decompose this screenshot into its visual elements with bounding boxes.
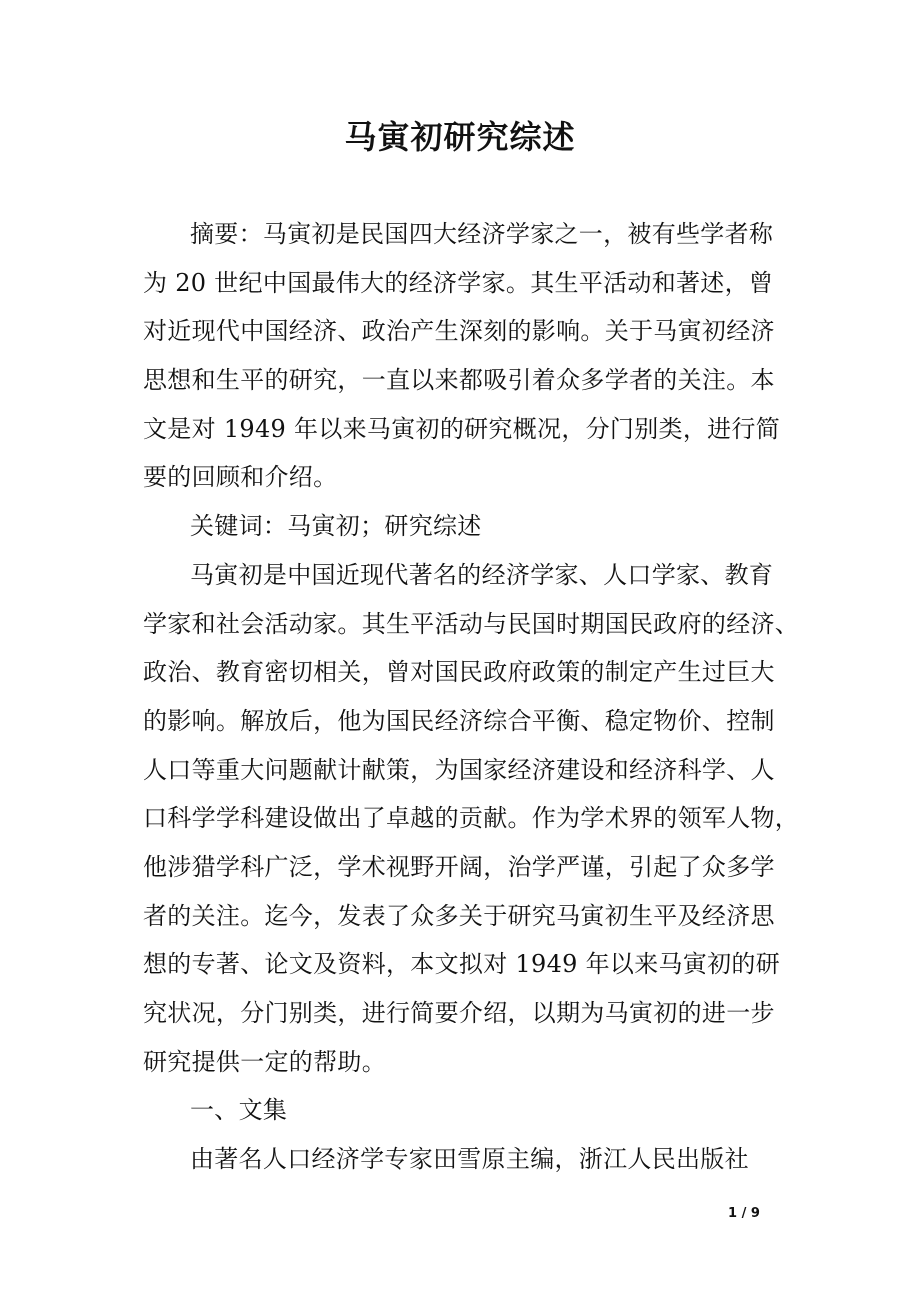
text-line: 的影响。解放后，他为国民经济综合平衡、稳定物价、控制 — [143, 706, 775, 735]
text-line: 马寅初是中国近现代著名的经济学家、人口学家、教育 — [190, 560, 774, 589]
text-line: 由著名人口经济学专家田雪原主编，浙江人民出版社 — [190, 1145, 749, 1174]
page-number: 1 / 9 — [728, 1206, 760, 1221]
text-line: 政治、教育密切相关，曾对国民政府政策的制定产生过巨大 — [143, 658, 775, 687]
text-line: 口科学学科建设做出了卓越的贡献。作为学术界的领军人物， — [143, 804, 800, 833]
text-line: 摘要：马寅初是民国四大经济学家之一，被有些学者称 — [190, 220, 774, 248]
text-line: 他涉猎学科广泛，学术视野开阔，治学严谨，引起了众多学 — [143, 852, 775, 881]
text-line: 为 20 世纪中国最伟大的经济学家。其生平活动和著述，曾 — [143, 268, 774, 297]
document-title: 马寅初研究综述 — [344, 118, 576, 156]
text-line: 关键词：马寅初；研究综述 — [190, 512, 482, 541]
text-line: 想的专著、论文及资料，本文拟对 1949 年以来马寅初的研 — [143, 950, 781, 979]
text-line: 思想和生平的研究，一直以来都吸引着众多学者的关注。本 — [143, 366, 775, 395]
text-line: 学家和社会活动家。其生平活动与民国时期国民政府的经济、 — [143, 609, 800, 638]
text-line: 人口等重大问题献计献策，为国家经济建设和经济科学、人 — [143, 755, 775, 784]
text-line: 对近现代中国经济、政治产生深刻的影响。关于马寅初经济 — [143, 317, 775, 346]
text-line: 研究提供一定的帮助。 — [143, 1047, 386, 1076]
text-line: 究状况，分门别类，进行简要介绍，以期为马寅初的进一步 — [143, 999, 775, 1027]
text-line: 一、文集 — [190, 1096, 288, 1125]
document-body — [143, 210, 800, 1184]
text-line: 者的关注。迄今，发表了众多关于研究马寅初生平及经济思 — [143, 901, 775, 930]
text-line: 文是对 1949 年以来马寅初的研究概况，分门别类，进行简 — [143, 414, 781, 443]
text-line: 要的回顾和介绍。 — [143, 463, 338, 492]
